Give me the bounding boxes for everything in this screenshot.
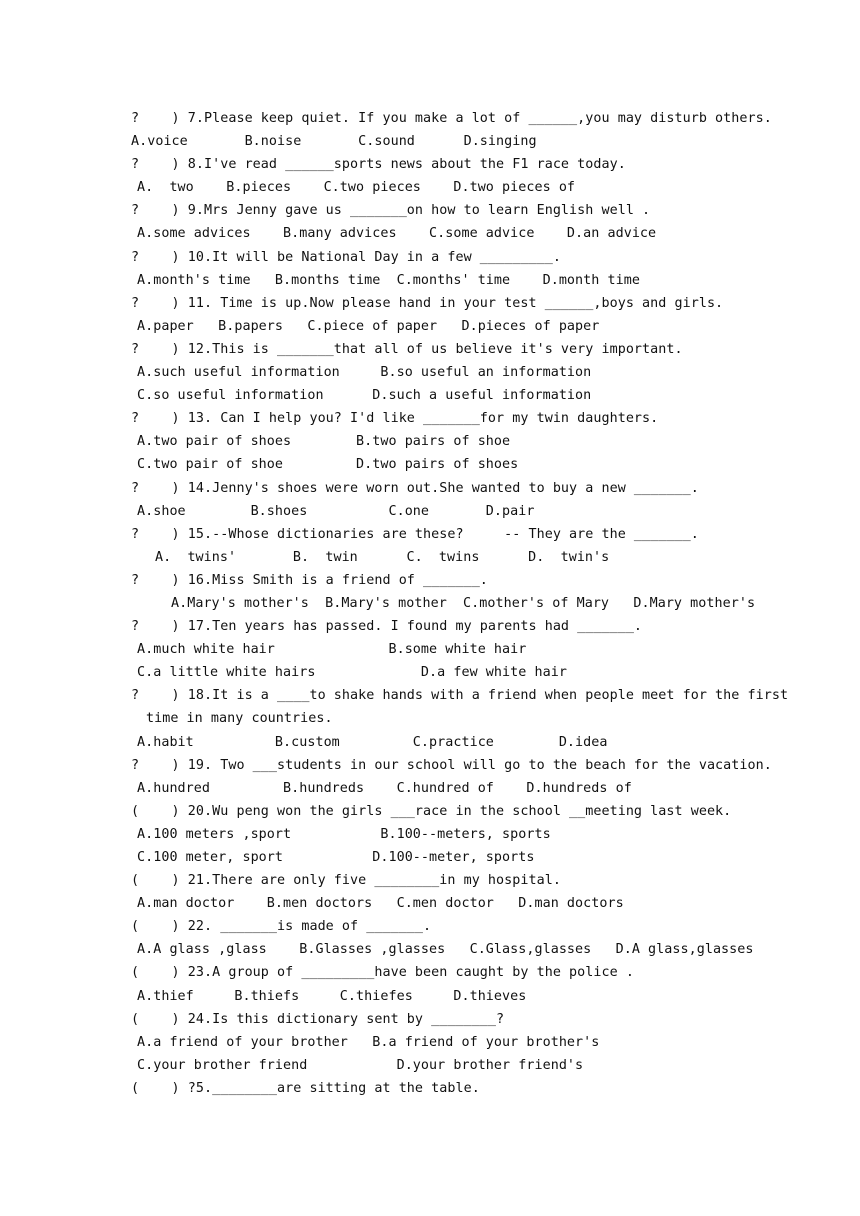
answer-options: C.a little white hairs D.a few white hair bbox=[137, 665, 567, 681]
question-line: ? ) 14.Jenny's shoes were worn out.She wanted to buy a new _______. bbox=[131, 480, 699, 496]
question-line: ( ) 21.There are only five ________in my hospital. bbox=[131, 873, 561, 889]
question-line: ( ) 24.Is this dictionary sent by ________? bbox=[131, 1011, 505, 1027]
question-line: ( ) 20.Wu peng won the girls ___race in the school __meeting last week. bbox=[131, 803, 732, 819]
question-line: ? ) 16.Miss Smith is a friend of _______. bbox=[131, 572, 488, 588]
answer-options: A.man doctor B.men doctors C.men doctor D.man doctors bbox=[137, 896, 624, 912]
question-line: ? ) 18.It is a ____to shake hands with a friend when people meet for the first bbox=[131, 688, 789, 704]
answer-options: A.month's time B.months time C.months' time D.month time bbox=[137, 272, 640, 288]
answer-options: A.much white hair B.some white hair bbox=[137, 642, 527, 658]
question-line: ? ) 12.This is _______that all of us believe it's very important. bbox=[131, 341, 683, 357]
question-line: ( ) ?5.________are sitting at the table. bbox=[131, 1080, 480, 1096]
question-continuation: time in many countries. bbox=[146, 711, 333, 727]
answer-options: A.paper B.papers C.piece of paper D.pieces of paper bbox=[137, 318, 600, 334]
question-line: ? ) 15.--Whose dictionaries are these? -- They are the _______. bbox=[131, 526, 699, 542]
answer-options: A. two B.pieces C.two pieces D.two pieces of bbox=[137, 180, 576, 196]
question-line: ? ) 10.It will be National Day in a few _________. bbox=[131, 249, 561, 265]
answer-options: A.such useful information B.so useful an information bbox=[137, 365, 592, 381]
question-line: ? ) 7.Please keep quiet. If you make a lot of ______,you may disturb others. bbox=[131, 111, 772, 126]
question-line: ? ) 9.Mrs Jenny gave us _______on how to learn English well . bbox=[131, 203, 651, 219]
question-line: ( ) 23.A group of _________have been caught by the police . bbox=[131, 965, 634, 981]
question-line: ? ) 8.I've read ______sports news about the F1 race today. bbox=[131, 157, 626, 173]
answer-options: C.your brother friend D.your brother friend's bbox=[137, 1057, 584, 1073]
question-line: ? ) 13. Can I help you? I'd like _______for my twin daughters. bbox=[131, 411, 659, 427]
answer-options: C.so useful information D.such a useful information bbox=[137, 388, 592, 404]
answer-options: C.100 meter, sport D.100--meter, sports bbox=[137, 850, 535, 865]
answer-options: A.thief B.thiefs C.thiefes D.thieves bbox=[137, 988, 527, 1004]
question-line: ? ) 17.Ten years has passed. I found my parents had _______. bbox=[131, 619, 643, 635]
answer-options: A.hundred B.hundreds C.hundred of D.hundreds of bbox=[137, 780, 632, 796]
answer-options: A.100 meters ,sport B.100--meters, sports bbox=[137, 826, 551, 842]
question-line: ? ) 19. Two ___students in our school will go to the beach for the vacation. bbox=[131, 757, 772, 773]
answer-options: A.habit B.custom C.practice D.idea bbox=[137, 734, 608, 750]
question-line: ( ) 22. _______is made of _______. bbox=[131, 919, 432, 935]
answer-options: A.A glass ,glass B.Glasses ,glasses C.Glass,glasses D.A glass,glasses bbox=[137, 942, 754, 958]
answer-options: A.two pair of shoes B.two pairs of shoe bbox=[137, 434, 511, 450]
answer-options: A.shoe B.shoes C.one D.pair bbox=[137, 503, 535, 519]
answer-options: A.Mary's mother's B.Mary's mother C.mother's of Mary D.Mary mother's bbox=[171, 595, 756, 611]
answer-options: C.two pair of shoe D.two pairs of shoes bbox=[137, 457, 519, 473]
answer-options: A.some advices B.many advices C.some advice D.an advice bbox=[137, 226, 657, 242]
answer-options: A.a friend of your brother B.a friend of your brother's bbox=[137, 1034, 600, 1050]
answer-options: A.voice B.noise C.sound D.singing bbox=[131, 134, 537, 150]
question-line: ? ) 11. Time is up.Now please hand in your test ______,boys and girls. bbox=[131, 295, 724, 311]
answer-options: A. twins' B. twin C. twins D. twin's bbox=[155, 549, 610, 565]
exercise-list bbox=[131, 107, 789, 1100]
